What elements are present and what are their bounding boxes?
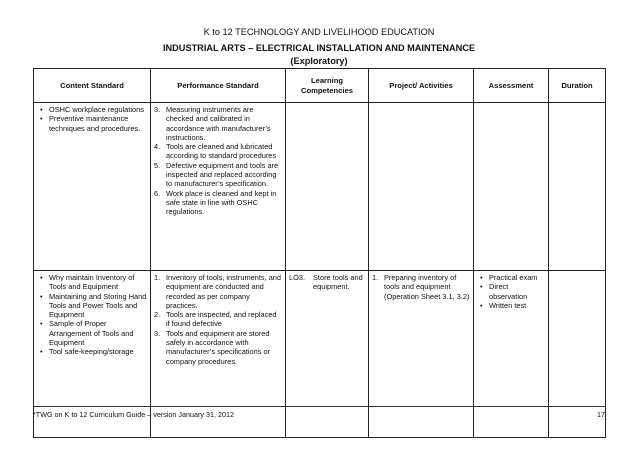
learning-outcome-text: Store tools and equipment. bbox=[313, 273, 363, 292]
document-qualifier: (Exploratory) bbox=[290, 56, 348, 66]
learning-outcome-code: LO3. bbox=[289, 273, 306, 282]
list-item bbox=[154, 189, 282, 217]
page-number: 17 bbox=[597, 410, 605, 419]
list-item bbox=[154, 142, 282, 161]
item-text: Tools and equipment are stored safely in accordance with manufacturer’s specifications or company procedures. bbox=[166, 328, 271, 366]
column-header-project-activities: Project/ Activities bbox=[369, 69, 474, 103]
list-item: • Direct observation bbox=[477, 282, 545, 301]
table-header-row bbox=[34, 69, 606, 103]
list-item bbox=[154, 105, 282, 142]
list-item: • Sample of Proper Arrangement of Tools and Equipment bbox=[37, 319, 147, 347]
column-header-assessment: Assessment bbox=[474, 69, 549, 103]
column-header-performance-standard: Performance Standard bbox=[151, 69, 286, 103]
list-item: • Practical exam bbox=[477, 273, 545, 282]
project-activities-cell bbox=[369, 271, 474, 438]
performance-standard-list bbox=[154, 273, 282, 366]
column-header-learning-competencies: Learning Competencies bbox=[286, 69, 369, 103]
item-number: 5. bbox=[154, 160, 161, 170]
list-item bbox=[154, 310, 282, 329]
item-number: 2. bbox=[154, 310, 161, 320]
item-number: 1. bbox=[372, 273, 379, 282]
item-text: Preparing inventory of tools and equipment (Operation Sheet 3.1, 3.2) bbox=[384, 273, 470, 301]
footer-note: *TWG on K to 12 Curriculum Guide – version January 31, 2012 bbox=[33, 410, 234, 419]
list-item bbox=[154, 161, 282, 189]
column-header-content-standard: Content Standard bbox=[34, 69, 151, 103]
list-item: • Preventive maintenance techniques and procedures. bbox=[37, 114, 147, 133]
item-text: Tools are inspected, and replaced if found defective bbox=[166, 310, 277, 329]
document-subtitle: INDUSTRIAL ARTS – ELECTRICAL INSTALLATION AND MAINTENANCE bbox=[162, 43, 476, 53]
item-number: 1. bbox=[154, 273, 161, 282]
item-number: 3. bbox=[154, 105, 161, 114]
performance-standard-cell bbox=[151, 103, 286, 271]
assessment-cell bbox=[474, 271, 549, 438]
item-number: 4. bbox=[154, 142, 161, 152]
content-standard-list bbox=[37, 273, 147, 357]
item-text: Measuring instruments are checked and calibrated in accordance with manufacturer’s instructions. bbox=[166, 105, 271, 142]
duration-cell bbox=[549, 103, 606, 271]
list-item: • Tool safe-keeping/storage bbox=[37, 347, 147, 356]
item-text: Work place is cleaned and kept in safe state in line with OSHC regulations. bbox=[166, 188, 277, 217]
curriculum-table bbox=[33, 68, 606, 438]
assessment-cell bbox=[474, 103, 549, 271]
item-number: 6. bbox=[154, 188, 161, 198]
table-row bbox=[34, 103, 606, 271]
content-standard-list bbox=[37, 105, 147, 133]
learning-competency-cell bbox=[286, 103, 369, 271]
project-activities-cell bbox=[369, 103, 474, 271]
learning-outcome bbox=[289, 273, 365, 292]
performance-standard-list bbox=[154, 105, 282, 217]
list-item bbox=[154, 273, 282, 310]
list-item bbox=[372, 273, 470, 301]
learning-competency-cell bbox=[286, 271, 369, 438]
content-standard-cell bbox=[34, 103, 151, 271]
list-item bbox=[154, 329, 282, 366]
activities-list bbox=[372, 273, 470, 301]
item-text: Defective equipment and tools are inspected and replaced according to manufacturer’s specification. bbox=[166, 160, 279, 189]
list-item: • Written test bbox=[477, 301, 545, 310]
item-number: 3. bbox=[154, 328, 161, 338]
list-item: • OSHC workplace regulations bbox=[37, 105, 147, 114]
list-item: • Why maintain Inventory of Tools and Equipment bbox=[37, 273, 147, 292]
column-header-duration: Duration bbox=[549, 69, 606, 103]
list-item: • Maintaining and Storing Hand Tools and Power Tools and Equipment bbox=[37, 292, 147, 320]
assessment-list bbox=[477, 273, 545, 310]
footer-divider bbox=[33, 406, 605, 407]
item-text: Tools are cleaned and lubricated according to standard procedures bbox=[166, 142, 277, 161]
document-title: K to 12 TECHNOLOGY AND LIVELIHOOD EDUCATION bbox=[203, 27, 435, 37]
item-text: Inventory of tools, instruments, and equipment are conducted and recorded as per company practices. bbox=[166, 273, 282, 310]
